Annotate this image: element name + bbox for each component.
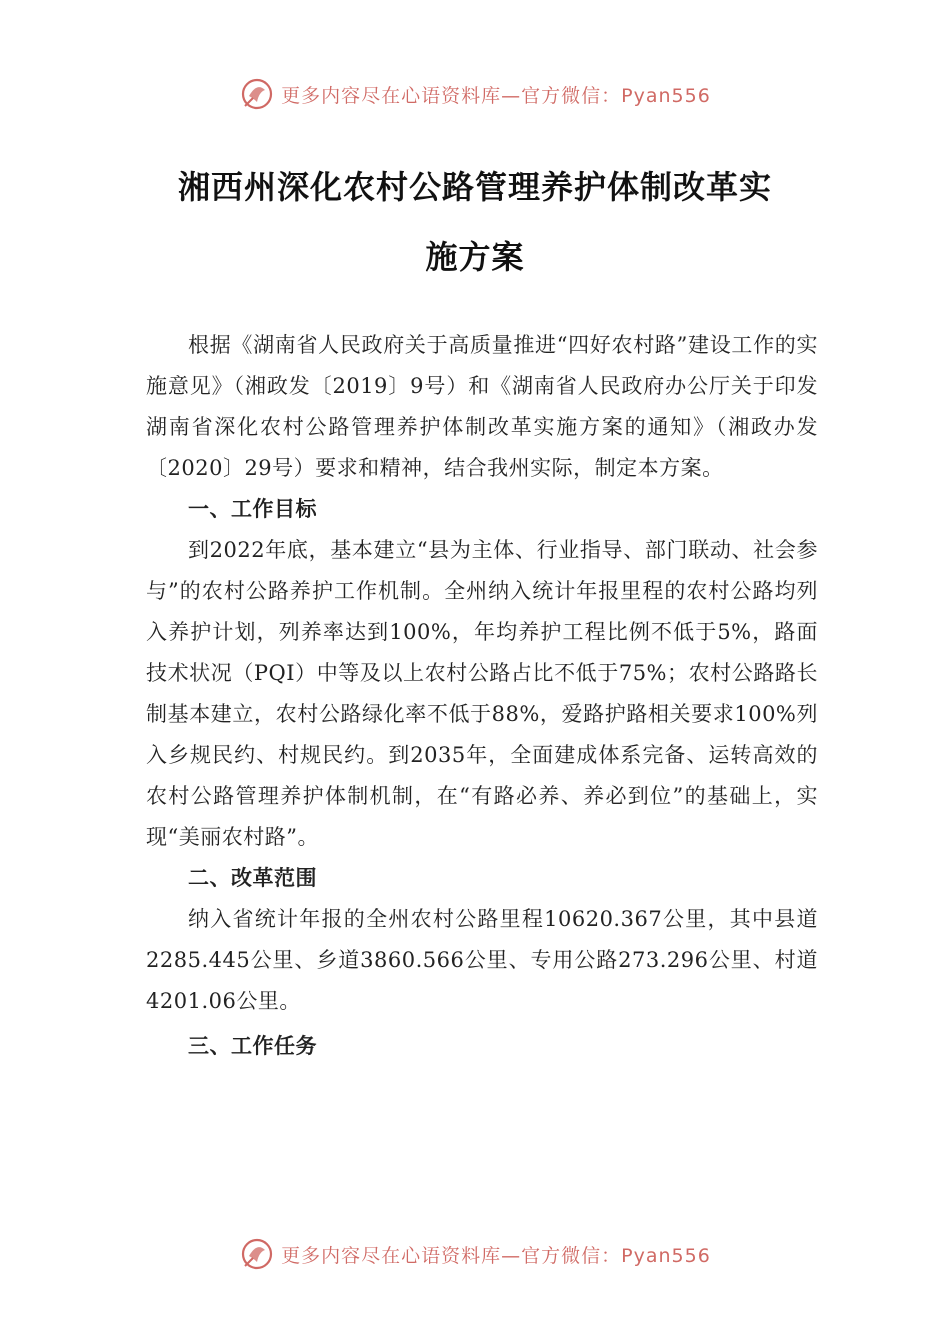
watermark-logo-icon bbox=[239, 76, 275, 112]
watermark-logo-icon bbox=[239, 1236, 275, 1272]
goals-paragraph: 到2022年底，基本建立“县为主体、行业指导、部门联动、社会参与”的农村公路养护工作机制。全州纳入统计年报里程的农村公路均列入养护计划，列养率达到100%，年均养护工程比例不低于5%，路面技术状况（PQI）中等及以上农村公路占比不低于75%；农村公路路长制基本建立，农村公路绿化率不低于88%，爱路护路相关要求100%列入乡规民约、村规民约。到2035年，全面建成体系完备、运转高效的农村公路管理养护体制机制，在“有路必养、养必到位”的基础上，实现“美丽农村路”。 bbox=[146, 538, 818, 849]
watermark-text: 更多内容尽在心语资料库—官方微信：Pyan556 bbox=[281, 84, 711, 107]
document-title-line2: 施方案 bbox=[425, 238, 525, 276]
document-body bbox=[146, 325, 818, 1067]
section-heading-scope: 二、改革范围 bbox=[188, 866, 317, 890]
section-heading-goals: 一、工作目标 bbox=[188, 497, 317, 521]
footer-watermark bbox=[0, 1236, 950, 1272]
watermark-text: 更多内容尽在心语资料库—官方微信：Pyan556 bbox=[281, 1244, 711, 1267]
scope-paragraph: 纳入省统计年报的全州农村公路里程10620.367公里，其中县道2285.445公里、乡道3860.566公里、专用公路273.296公里、村道4201.06公里。 bbox=[146, 907, 818, 1013]
section-heading-tasks: 三、工作任务 bbox=[188, 1034, 317, 1058]
document-title-line1: 湘西州深化农村公路管理养护体制改革实 bbox=[177, 168, 772, 206]
header-watermark bbox=[0, 76, 950, 112]
intro-paragraph: 根据《湖南省人民政府关于高质量推进“四好农村路”建设工作的实施意见》（湘政发〔2019〕9号）和《湖南省人民政府办公厅关于印发湖南省深化农村公路管理养护体制改革实施方案的通知》（湘政办发〔2020〕29号）要求和精神，结合我州实际，制定本方案。 bbox=[146, 333, 818, 480]
